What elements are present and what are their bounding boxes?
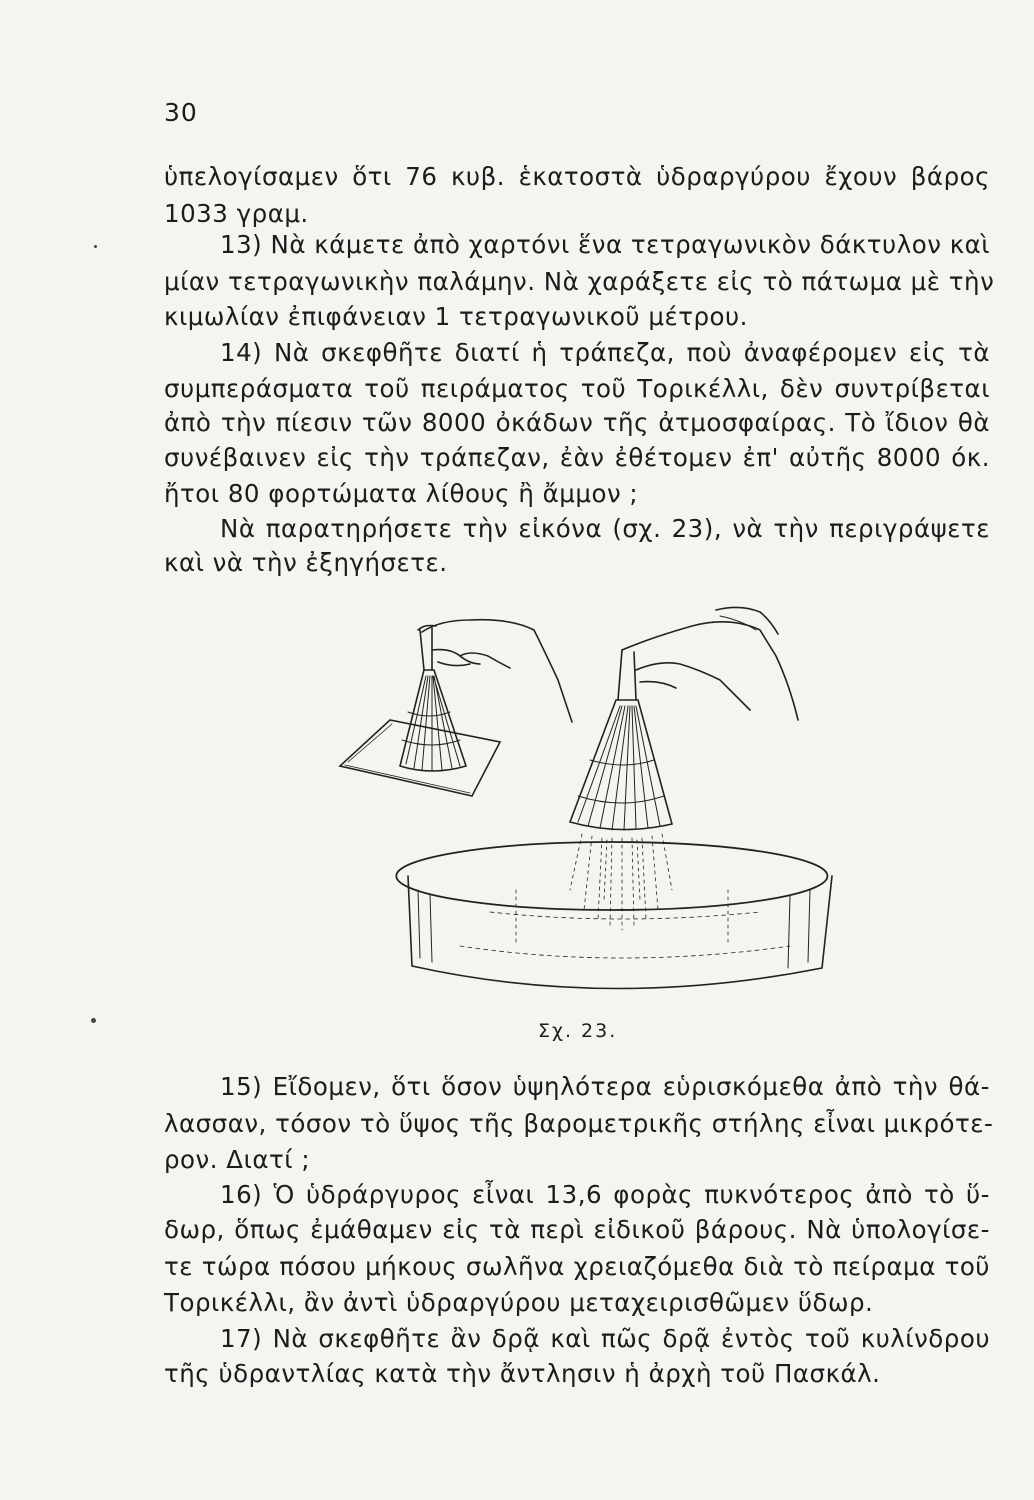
margin-dot: [94, 245, 97, 248]
text-line: ρον. Διατί ;: [164, 1145, 311, 1174]
right-hand: [622, 607, 798, 720]
text-line: τε τώρα πόσου μήκους σωλῆνα χρειαζόμεθα διὰ τὸ πείραμα τοῦ: [164, 1252, 990, 1281]
right-funnel: [570, 650, 672, 830]
water-spray: [570, 834, 672, 930]
text-line: συμπεράσματα τοῦ πειράματος τοῦ Τορικέλλι, δὲν συντρίβεται: [164, 374, 990, 403]
margin-dot: [91, 1018, 96, 1023]
text-line: δωρ, ὅπως ἐμάθαμεν εἰς τὰ περὶ εἰδικοῦ βάρους. Νὰ ὑπολογίσε-: [164, 1215, 990, 1244]
water-basin: [396, 842, 832, 989]
text-line: ἀπὸ τὴν πίεσιν τῶν 8000 ὀκάδων τῆς ἀτμοσφαίρας. Τὸ ἴδιον θὰ: [164, 408, 990, 437]
figure-illustration: [320, 590, 840, 1010]
text-line: 15) Εἴδομεν, ὅτι ὅσον ὑψηλότερα εὑρισκόμεθα ἀπὸ τὴν θά-: [220, 1072, 990, 1101]
figure-caption: Σχ. 23.: [538, 1020, 618, 1042]
text-line: 1033 γραμ.: [164, 199, 309, 228]
text-line: συνέβαινεν εἰς τὴν τράπεζαν, ἐὰν ἐθέτομεν ἐπ' αὐτῆς 8000 όκ.: [164, 443, 990, 472]
text-line: ὑπελογίσαμεν ὅτι 76 κυβ. ἑκατοστὰ ὑδραργύρου ἔχουν βάρος: [164, 162, 990, 191]
text-line: μίαν τετραγωνικὴν παλάμην. Νὰ χαράξετε εἰς τὸ πάτωμα μὲ τὴν: [164, 267, 995, 296]
text-line: Τορικέλλι, ἂν ἀντὶ ὑδραργύρου μεταχειρισθῶμεν ὕδωρ.: [164, 1288, 874, 1317]
text-line: 13) Νὰ κάμετε ἀπὸ χαρτόνι ἕνα τετραγωνικὸν δάκτυλον καὶ: [220, 230, 991, 259]
text-line: 16) Ὁ ὑδράργυρος εἶναι 13,6 φορὰς πυκνότερος ἀπὸ τὸ ὕ-: [220, 1180, 990, 1209]
text-line: λασσαν, τόσον τὸ ὕψος τῆς βαρομετρικῆς στήλης εἶναι μικρότε-: [164, 1109, 994, 1138]
text-line: 14) Νὰ σκεφθῆτε διατί ἡ τράπεζα, ποὺ ἀναφέρομεν εἰς τὰ: [220, 338, 990, 367]
text-line: ἤτοι 80 φορτώματα λίθους ἢ ἄμμον ;: [164, 479, 639, 508]
left-hand: [418, 620, 572, 722]
text-line: 17) Νὰ σκεφθῆτε ἂν δρᾷ καὶ πῶς δρᾷ ἐντὸς τοῦ κυλίνδρου: [220, 1324, 990, 1353]
text-line: κιμωλίαν ἐπιφάνειαν 1 τετραγωνικοῦ μέτρου.: [164, 302, 748, 331]
text-line: καὶ νὰ τὴν ἐξηγήσετε.: [164, 548, 448, 577]
text-line: τῆς ὑδραντλίας κατὰ τὴν ἄντλησιν ἡ ἀρχὴ τοῦ Πασκάλ.: [164, 1359, 881, 1388]
text-line: Νὰ παρατηρήσετε τὴν εἰκόνα (σχ. 23), νὰ τὴν περιγράψετε: [220, 514, 990, 543]
page-number: 30: [164, 98, 198, 127]
